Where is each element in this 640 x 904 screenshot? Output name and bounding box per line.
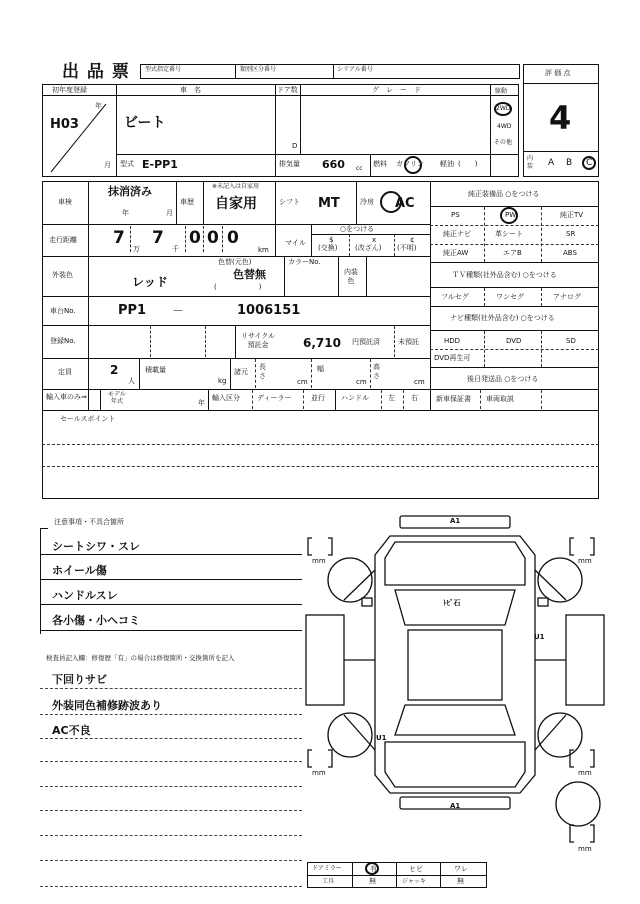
wheel-rear-right	[538, 713, 582, 757]
mileage-digit-3: 0	[189, 228, 201, 248]
later-warranty: 新車保証書	[436, 395, 471, 403]
dims-length-cm: cm	[297, 378, 308, 386]
mileage-opt-sym-3: ¢	[410, 236, 415, 244]
wheel-rear-left	[328, 713, 372, 757]
capacity-value: 2	[110, 363, 119, 377]
chassis-prefix: PP1	[118, 303, 147, 318]
header-id-strip	[140, 64, 520, 79]
model-value: E-PP1	[142, 158, 178, 171]
left-door	[306, 615, 344, 705]
drive-other: その他	[494, 139, 513, 146]
inspection-value: 抹消済み	[108, 185, 152, 198]
body-outline	[375, 536, 535, 793]
fuel-label: 燃料	[373, 160, 387, 168]
ac-label: 冷房	[360, 198, 374, 206]
capacity-unit: 人	[128, 377, 135, 385]
mm-label-rr: mm	[578, 769, 592, 777]
hood	[385, 542, 525, 585]
interior-label: 内 装	[527, 155, 534, 170]
mileage-digit-1: 7	[113, 228, 125, 248]
mileage-digit-5: 0	[227, 228, 239, 248]
cc-unit: cc	[356, 165, 363, 172]
mm-label-fl: mm	[312, 557, 326, 565]
note-item-1: シートシワ・スレ	[52, 540, 140, 553]
bracket-fl-right	[328, 538, 332, 555]
name-label: 車 名	[180, 86, 201, 94]
car-name: ビート	[124, 115, 166, 131]
mileage-digit-4: 0	[207, 228, 219, 248]
recycle-unit: 円預託済	[352, 338, 380, 346]
mirror-value: 有	[370, 865, 377, 873]
tv-title: ＴＶ種類(社外品含む) ○をつける	[452, 271, 557, 279]
windshield	[395, 590, 515, 625]
type-cert-label: 型式指定番号	[145, 66, 182, 73]
equip-aw: 純正AW	[443, 249, 469, 257]
car-type-value: 自家用	[215, 196, 257, 212]
equip-sr: SR	[566, 230, 576, 238]
bracket-fr-left	[570, 538, 574, 555]
mileage-opt-text-1: (交換)	[318, 244, 338, 252]
sales-point-label: セールスポイント	[60, 415, 116, 423]
chassis-label: 車台No.	[50, 307, 76, 315]
displacement-value: 660	[322, 158, 345, 171]
right-door	[566, 615, 604, 705]
right-rear-fender	[535, 715, 566, 750]
jack-value: 無	[457, 877, 464, 885]
drive-label: 駆動	[495, 88, 508, 95]
car-type-note: ※未記入は自家用	[212, 183, 260, 190]
nav-dvd: DVD	[506, 337, 522, 345]
mileage-unit-km: km	[258, 246, 269, 254]
bracket-spare-right	[590, 825, 594, 842]
interior-option-b: B	[566, 158, 573, 168]
shift-label: シフト	[279, 198, 300, 206]
category-label: 類別区分番号	[240, 66, 277, 73]
roof	[408, 630, 502, 700]
equip-airbag: エアB	[503, 249, 522, 257]
fuel-other-paren: ( )	[458, 160, 478, 168]
equip-abs: ABS	[563, 249, 577, 257]
dims-width: 幅	[317, 365, 324, 373]
equip-tv: 純正TV	[560, 211, 584, 219]
drive-2wd: 2WD	[496, 105, 511, 112]
bracket-spare-left	[570, 825, 574, 842]
left-mirror	[362, 598, 372, 606]
drive-4wd: 4WD	[497, 123, 512, 130]
mirror-hibi: ヒビ	[409, 865, 423, 873]
mileage-instruction: ○をつける	[340, 225, 375, 233]
inspection-month-unit: 月	[166, 209, 173, 217]
bracket-fr-right	[590, 538, 594, 555]
mirror-label: ドアミラー	[312, 865, 342, 872]
tv-oneseg: ワンセグ	[496, 293, 524, 301]
load-kg: kg	[218, 377, 227, 385]
tool-value: 無	[369, 877, 376, 885]
chassis-number: 1006151	[237, 303, 301, 318]
recycle-value: 6,710	[303, 336, 341, 350]
inspector-item-1: 下回りサビ	[52, 673, 107, 686]
tool-label: 工具	[322, 878, 335, 885]
left-rear-fender	[344, 715, 375, 750]
nav-hdd: HDD	[444, 337, 461, 345]
handle-right: 右	[411, 394, 418, 402]
exterior-label: 外装色	[52, 271, 73, 279]
interior-option-c: C	[586, 158, 593, 168]
shift-value: MT	[318, 196, 340, 211]
mile-label: マイル	[285, 239, 306, 247]
inspector-item-2: 外装同色補修跡波あり	[52, 699, 162, 712]
rating-label: 評 価 点	[545, 69, 571, 77]
equipment-title: 純正装備品 ○をつける	[468, 190, 540, 198]
notes-title: 注意事項・不具合箇所	[54, 518, 124, 526]
mileage-opt-sym-1: $	[329, 236, 334, 244]
inspector-item-3: AC不良	[52, 724, 91, 737]
spare-wheel	[556, 782, 600, 826]
mileage-unit-man: 万	[133, 245, 140, 253]
later-title: 後日発送品 ○をつける	[467, 375, 539, 383]
dims-length: 長 さ	[259, 363, 266, 380]
equip-ps: PS	[451, 211, 460, 219]
dims-label: 諸元	[234, 368, 248, 376]
dims-height: 高 さ	[373, 363, 380, 380]
car-type-label: 車歴	[180, 198, 194, 206]
mm-label-rl: mm	[312, 769, 326, 777]
mark-front-bumper: A1	[450, 517, 461, 525]
note-item-2: ホイール傷	[52, 564, 107, 577]
dims-width-cm: cm	[356, 378, 367, 386]
trunk	[385, 742, 525, 787]
tv-fullseg: フルセグ	[441, 293, 469, 301]
mirror-ware: ワレ	[454, 865, 468, 873]
rear-window	[395, 705, 515, 735]
month-unit: 月	[104, 161, 111, 169]
dims-height-cm: cm	[414, 378, 425, 386]
mm-label-fr: mm	[578, 557, 592, 565]
nav-sd: SD	[566, 337, 576, 345]
recycle-label: リサイクル 預託金	[241, 332, 276, 349]
mark-right-door: U1	[534, 633, 545, 641]
serial-label: シリアル番号	[337, 66, 373, 73]
load-label: 積載量	[145, 366, 166, 374]
repaint-label: 色替(元色)	[218, 258, 252, 266]
later-manual: 車両取説	[486, 395, 514, 403]
nav-title: ナビ種類(社外品含む) ○をつける	[450, 314, 555, 322]
repaint-value: 色替無	[233, 268, 266, 281]
inspection-label: 車検	[58, 198, 72, 206]
bracket-rl-left	[308, 750, 312, 767]
note-item-4: 各小傷・小ヘコミ	[52, 614, 140, 627]
first-reg-label: 初年度登録	[52, 86, 87, 94]
equip-pw: PW	[505, 211, 517, 219]
year-unit: 年	[95, 102, 102, 110]
model-year-unit: 年	[198, 399, 205, 407]
car-damage-diagram	[300, 510, 610, 885]
handle-left: 左	[388, 394, 395, 402]
mileage-opt-text-3: (不明)	[397, 244, 417, 252]
interior-color-label: 内装 色	[344, 268, 358, 285]
import-parallel: 並行	[311, 394, 325, 402]
mileage-opt-sym-2: x	[372, 236, 377, 244]
mileage-digit-2: 7	[152, 228, 164, 248]
equip-navi: 純正ナビ	[443, 230, 471, 238]
doors-label: ドア数	[277, 86, 298, 94]
displacement-label: 排気量	[279, 160, 300, 168]
ac-value: AC	[395, 196, 415, 211]
registration-label: 登録No.	[50, 337, 76, 345]
bracket-rr-right	[590, 750, 594, 767]
equip-leather: 革シート	[495, 230, 523, 238]
exterior-value: レッド	[132, 275, 168, 289]
left-front-fender	[344, 570, 375, 600]
dvd-playback-label: DVD再生可	[434, 354, 471, 362]
model-year-label: モデル 年式	[108, 391, 126, 405]
right-mirror	[538, 598, 548, 606]
fuel-gasoline: ガソリン	[396, 160, 424, 168]
rating-score: 4	[549, 99, 572, 137]
inspection-year-unit: 年	[122, 209, 129, 217]
model-label: 型式	[120, 160, 134, 168]
mileage-label: 走行距離	[49, 236, 77, 244]
import-type-label: 輸入区分	[212, 394, 240, 402]
mileage-unit-sen: 千	[172, 245, 179, 253]
mark-windshield: ﾄﾋﾞ石	[443, 599, 461, 607]
equip-pw-circle	[500, 207, 518, 224]
bracket-fl-left	[308, 538, 312, 555]
fuel-selected-circle	[404, 156, 422, 174]
chassis-dash: －	[172, 304, 185, 318]
tv-analog: アナログ	[553, 293, 581, 301]
repaint-paren: ( )	[214, 283, 262, 291]
jack-label: ジャッキ	[402, 878, 426, 885]
mileage-opt-text-2: (改ざん)	[355, 244, 382, 252]
interior-selected-circle	[582, 156, 596, 170]
mark-left-rear: U1	[376, 734, 387, 742]
mm-label-spare: mm	[578, 845, 592, 853]
door-d-label: D	[292, 142, 298, 150]
inspector-title: 検査員記入欄：修復歴「有」の場合は修復箇所・交換箇所を記入	[46, 654, 235, 662]
fuel-diesel: 軽油	[440, 160, 454, 168]
page-title: 出 品 票	[62, 62, 130, 82]
handle-label: ハンドル	[341, 394, 369, 402]
note-item-3: ハンドルスレ	[52, 589, 118, 602]
mark-rear-bumper: A1	[450, 802, 461, 810]
mirror-circle	[365, 862, 379, 875]
interior-option-a: A	[548, 158, 555, 168]
import-dealer: ディーラー	[257, 394, 292, 402]
color-no-label: カラーNo.	[288, 258, 321, 266]
first-reg-value: H03	[50, 117, 79, 132]
capacity-label: 定員	[58, 368, 72, 376]
drive-selected-circle	[494, 102, 512, 116]
bracket-rl-right	[328, 750, 332, 767]
import-label: 輸入車のみ⇒	[46, 393, 87, 401]
grade-label: グ レ ー ド	[372, 86, 421, 94]
recycle-status: 未預託	[398, 338, 419, 346]
right-front-fender	[535, 570, 566, 600]
